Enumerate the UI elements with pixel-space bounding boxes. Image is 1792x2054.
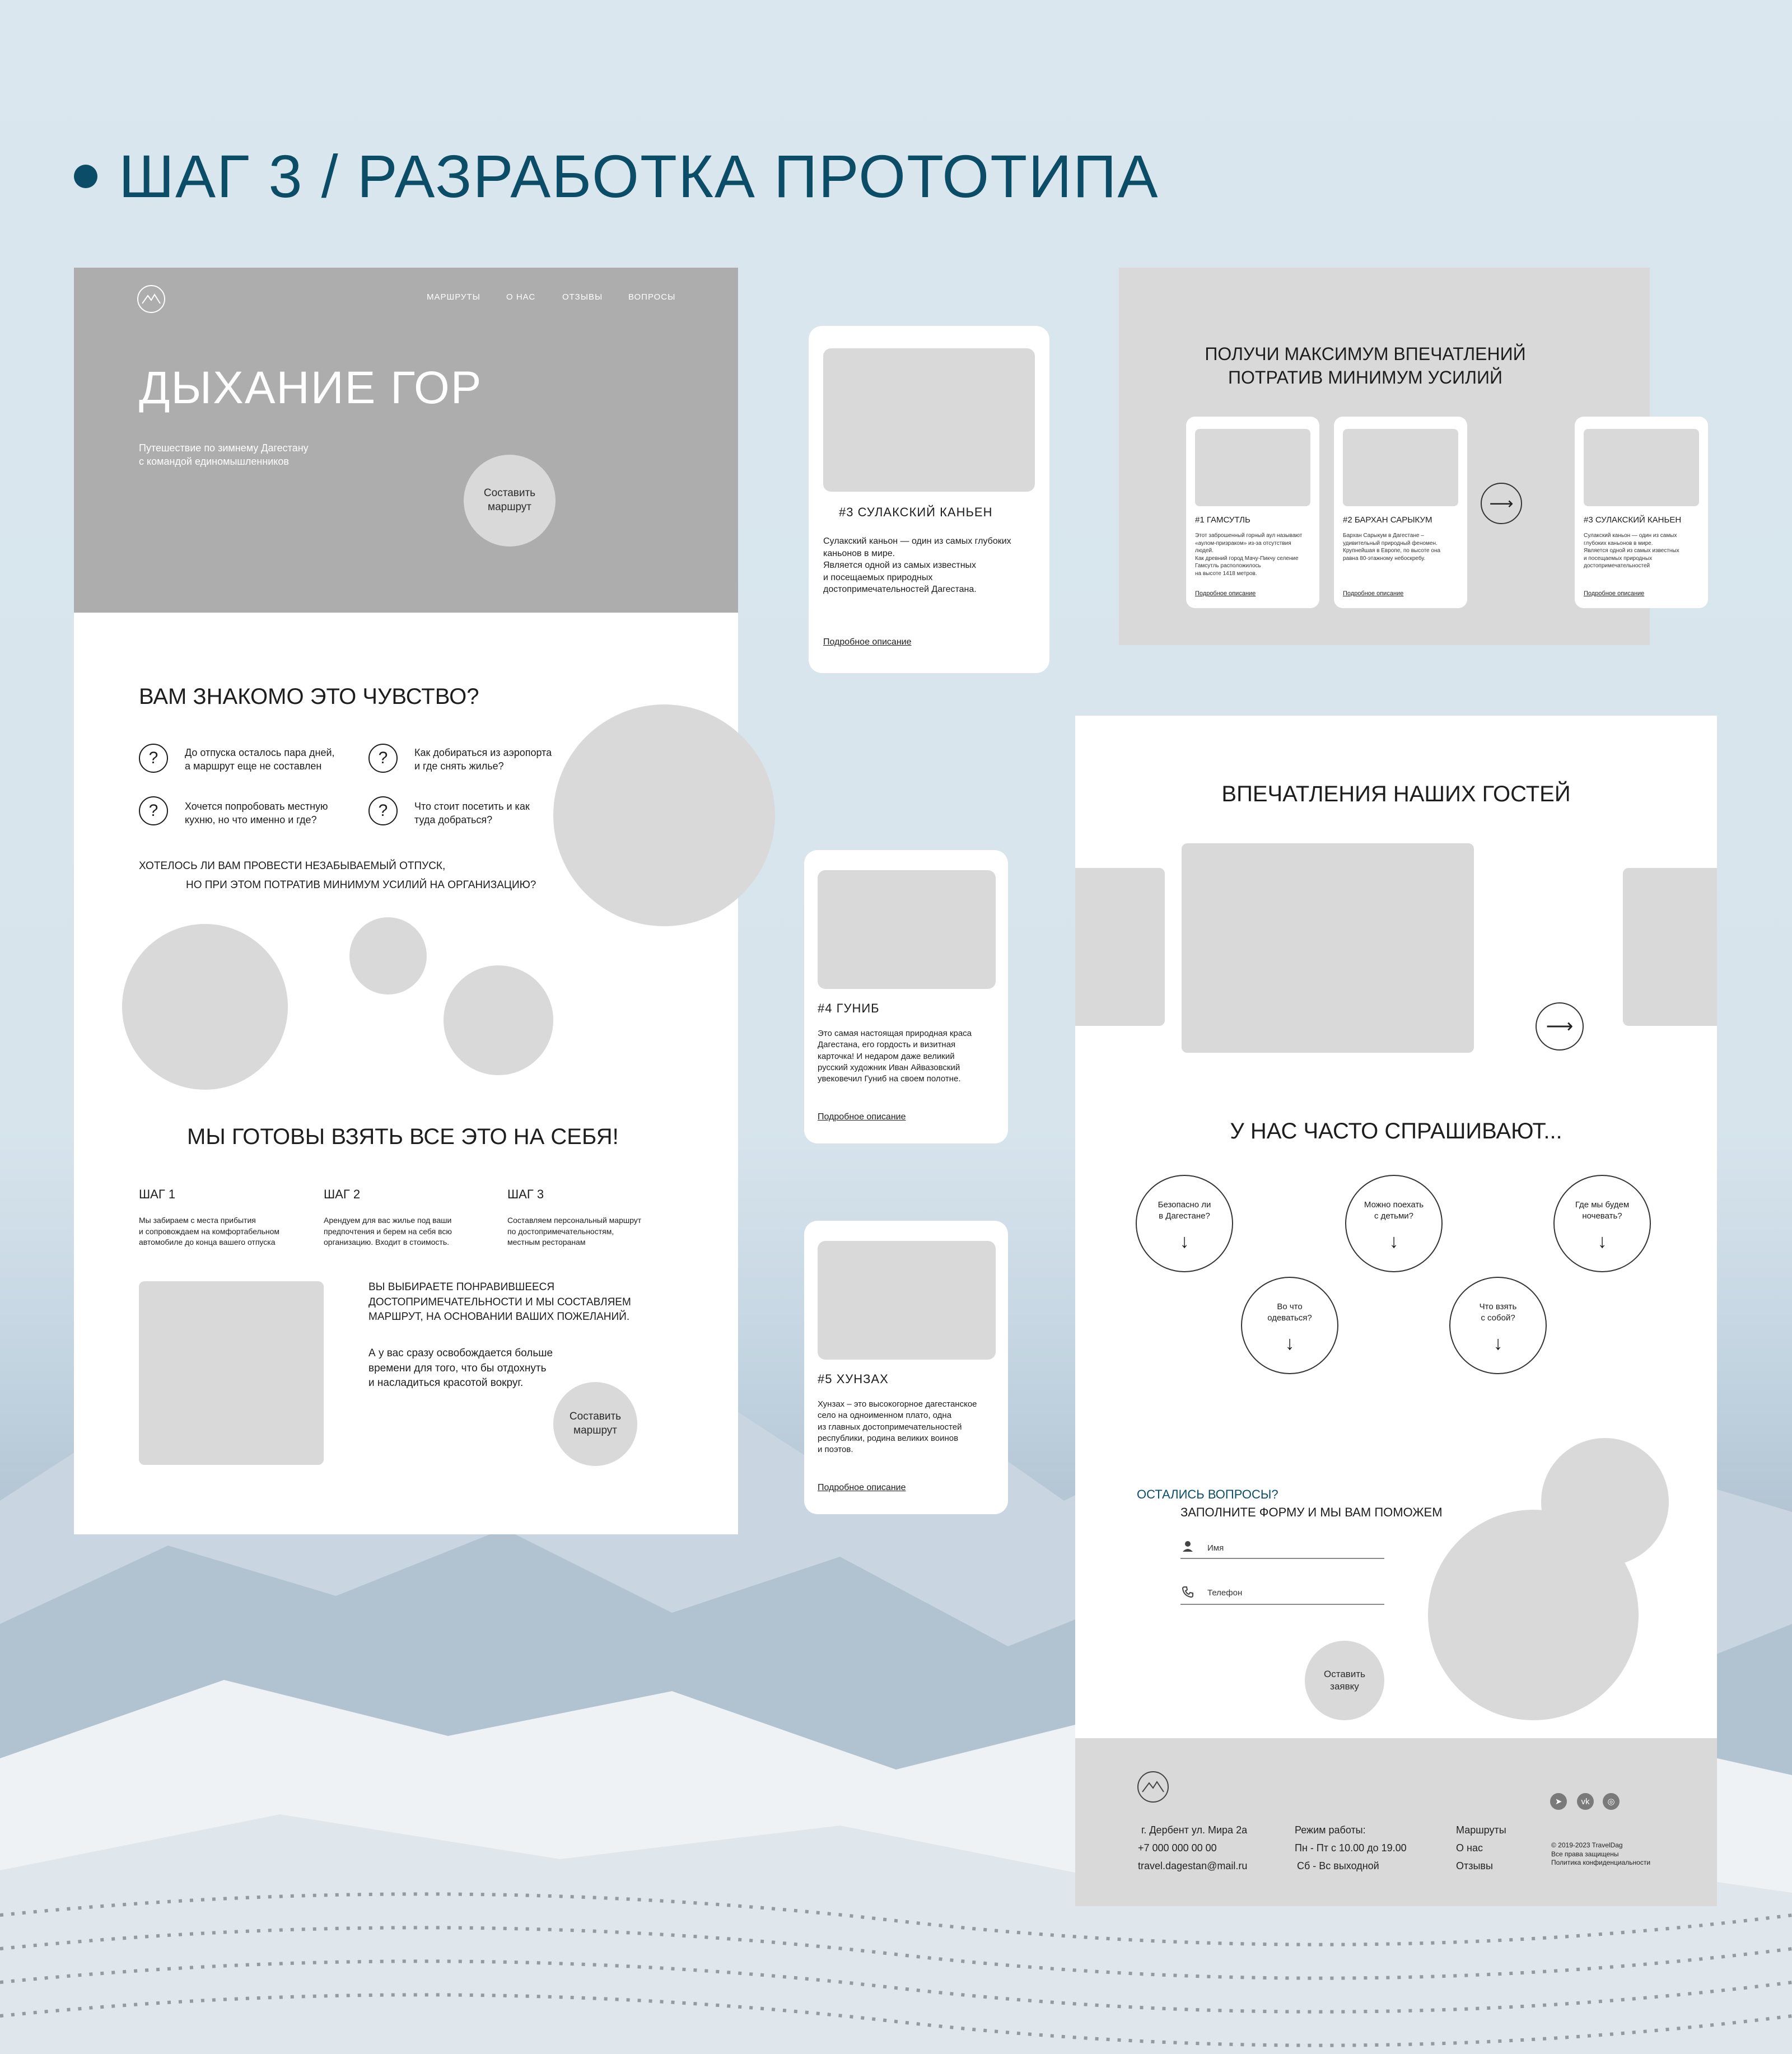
footer-phone[interactable]: +7 000 000 00 00	[1138, 1842, 1217, 1854]
card-image-placeholder	[1343, 429, 1458, 506]
step-description: Мы забираем с места прибытия и сопровождаем на комфортабельном автомобиле до конца вашего отпуска	[139, 1216, 280, 1247]
landing-prototype-frame	[74, 268, 738, 1534]
attraction-card[interactable]	[809, 326, 1049, 673]
arrow-down-icon: ↓	[1285, 1333, 1295, 1354]
logo-icon	[1137, 1771, 1169, 1803]
faq-item[interactable]: Где мы будем ночевать? ↓	[1553, 1175, 1651, 1272]
question-text: До отпуска осталось пара дней, а маршрут еще не составлен	[185, 747, 335, 772]
question-text: Что стоит посетить и как туда добраться?	[414, 801, 530, 826]
footer-hours: Пн - Пт с 10.00 до 19.00	[1295, 1842, 1407, 1854]
card-description: Это самая настоящая природная краса Дагестана, его гордость и визитная карточка! И недаром даже великий русский художник Иван Айвазовский увековечил Гуниб на своем полотне.	[818, 1029, 972, 1084]
phone-field[interactable]: Телефон	[1207, 1588, 1243, 1598]
reviews-next-arrow-icon[interactable]: ⟶	[1536, 1002, 1584, 1051]
image-placeholder-circle	[349, 917, 427, 995]
card-description: Сулакский каньон — один из самых глубоких каньонов в мире. Является одной из самых известных и посещаемых природных достопримечательностей Дагестана.	[823, 536, 1011, 595]
question-icon: ?	[368, 796, 398, 825]
card-description: Сулакский каньон — один из самых глубоких каньонов в мире. Является одной из самых известных и посещаемых природных достопримечательностей	[1584, 533, 1679, 569]
card-description: Хунзах – это высокогорное дагестанское село на одноименном плато, одна из главных достопримечательностей республики, родина великих воинов и поэтов.	[818, 1399, 977, 1454]
step-description: Арендуем для вас жилье под ваши предпочтения и берем на себя всю организацию. Входит в стоимость.	[324, 1216, 452, 1247]
title-bullet	[74, 165, 97, 188]
image-placeholder-circle	[553, 704, 775, 926]
phone-icon	[1182, 1586, 1194, 1598]
step-title: ШАГ 2	[324, 1187, 361, 1201]
phone-field-underline	[1180, 1604, 1384, 1605]
feeling-section-title: ВАМ ЗНАКОМО ЭТО ЧУВСТВО?	[139, 684, 479, 709]
question-icon: ?	[368, 744, 398, 773]
arrow-down-icon: ↓	[1597, 1231, 1607, 1252]
review-image-placeholder	[1623, 868, 1717, 1026]
free-time-text: А у вас сразу освобождается больше времени для того, что бы отдохнуть и насладиться красотой вокруг.	[368, 1347, 553, 1389]
vk-icon[interactable]: vk	[1577, 1793, 1594, 1810]
footer-copyright: © 2019-2023 TravelDag Все права защищены Политика конфиденциальности	[1551, 1841, 1651, 1867]
question-icon: ?	[139, 744, 168, 773]
footer-address: г. Дербент ул. Мира 2а	[1141, 1824, 1248, 1836]
card-details-link[interactable]: Подробное описание	[818, 1112, 906, 1122]
carousel-card[interactable]	[1186, 417, 1319, 608]
carousel-card[interactable]	[1334, 417, 1467, 608]
offer-question-line: ХОТЕЛОСЬ ЛИ ВАМ ПРОВЕСТИ НЕЗАБЫВАЕМЫЙ ОТПУСК,	[139, 860, 446, 872]
card-details-link[interactable]: Подробное описание	[1343, 590, 1404, 597]
page-title: ШАГ 3 / РАЗРАБОТКА ПРОТОТИПА	[119, 142, 1159, 210]
footer-hours-title: Режим работы:	[1295, 1824, 1366, 1836]
arrow-down-icon: ↓	[1493, 1333, 1503, 1354]
privacy-policy-link[interactable]: Политика конфиденциальности	[1551, 1859, 1651, 1867]
card-image-placeholder	[823, 348, 1035, 492]
card-details-link[interactable]: Подробное описание	[1584, 590, 1645, 597]
carousel-prototype-frame	[1119, 268, 1682, 645]
card-title: #4 ГУНИБ	[818, 1001, 880, 1015]
attraction-card[interactable]	[804, 1221, 1008, 1514]
card-details-link[interactable]: Подробное описание	[818, 1483, 906, 1492]
card-image-placeholder	[1584, 429, 1699, 506]
card-details-link[interactable]: Подробное описание	[1195, 590, 1256, 597]
faq-item[interactable]: Безопасно ли в Дагестане? ↓	[1136, 1175, 1233, 1272]
card-image-placeholder	[818, 1241, 996, 1360]
hero-section	[74, 268, 738, 613]
form-kicker: ОСТАЛИСЬ ВОПРОСЫ?	[1137, 1487, 1278, 1501]
card-title: #5 ХУНЗАХ	[818, 1372, 889, 1386]
card-title: #3 СУЛАКСКИЙ КАНЬЕН	[839, 505, 993, 519]
step-description: Составляем персональный маршрут по достопримечательностям, местным ресторанам	[507, 1216, 642, 1247]
faq-item[interactable]: Что взять с собой? ↓	[1449, 1277, 1547, 1374]
image-placeholder-circle	[444, 965, 553, 1075]
footer-link-reviews[interactable]: Отзывы	[1456, 1860, 1493, 1871]
user-icon	[1182, 1540, 1194, 1552]
card-details-link[interactable]: Подробное описание	[823, 637, 912, 647]
instagram-icon[interactable]: ◎	[1603, 1793, 1620, 1810]
nav-reviews-link[interactable]: ОТЗЫВЫ	[562, 292, 603, 302]
ready-section-title: МЫ ГОТОВЫ ВЗЯТЬ ВСЕ ЭТО НА СЕБЯ!	[187, 1124, 619, 1149]
name-field[interactable]: Имя	[1207, 1543, 1224, 1553]
carousel-card[interactable]	[1575, 417, 1708, 608]
question-text: Хочется попробовать местную кухню, но что именно и где?	[185, 801, 328, 826]
arrow-down-icon: ↓	[1179, 1231, 1189, 1252]
card-description: Бархан Сарыкум в Дагестане – удивительный природный феномен. Крупнейшая в Европе, по высоте она равна 80-этажному небоскребу.	[1343, 533, 1441, 562]
footer	[1075, 1738, 1717, 1906]
build-route-button[interactable]: Составить маршрут	[553, 1382, 637, 1466]
image-placeholder-circle	[122, 924, 288, 1090]
hero-title: ДЫХАНИЕ ГОР	[139, 362, 483, 413]
footer-email[interactable]: travel.dagestan@mail.ru	[1138, 1860, 1248, 1871]
footer-link-about[interactable]: О нас	[1456, 1842, 1483, 1854]
nav-about-link[interactable]: О НАС	[506, 292, 536, 302]
review-image-placeholder	[1182, 843, 1474, 1053]
attraction-card[interactable]	[804, 850, 1008, 1143]
hero-subtitle: Путешествие по зимнему Дагестану с командой единомышленников	[139, 442, 309, 468]
image-placeholder	[139, 1281, 324, 1465]
review-image-placeholder	[1075, 868, 1165, 1026]
arrow-down-icon: ↓	[1389, 1231, 1399, 1252]
telegram-icon[interactable]: ➤	[1550, 1793, 1567, 1810]
build-route-button[interactable]: Составить маршрут	[464, 455, 556, 547]
step-title: ШАГ 3	[507, 1187, 544, 1201]
question-text: Как добираться из аэропорта и где снять жилье?	[414, 747, 552, 772]
nav-faq-link[interactable]: ВОПРОСЫ	[628, 292, 676, 302]
step-title: ШАГ 1	[139, 1187, 176, 1201]
form-title: ЗАПОЛНИТЕ ФОРМУ И МЫ ВАМ ПОМОЖЕМ	[1180, 1505, 1443, 1519]
footer-link-routes[interactable]: Маршруты	[1456, 1824, 1506, 1836]
image-placeholder-circle	[1428, 1510, 1639, 1720]
card-image-placeholder	[818, 870, 996, 989]
offer-question-line: НО ПРИ ЭТОМ ПОТРАТИВ МИНИМУМ УСИЛИЙ НА ОРГАНИЗАЦИЮ?	[186, 879, 536, 891]
reviews-title: ВПЕЧАТЛЕНИЯ НАШИХ ГОСТЕЙ	[1221, 782, 1571, 806]
faq-title: У НАС ЧАСТО СПРАШИВАЮТ...	[1230, 1119, 1562, 1143]
name-field-underline	[1180, 1558, 1384, 1559]
faq-item[interactable]: Можно поехать с детьми? ↓	[1345, 1175, 1443, 1272]
reviews-prototype-frame	[1075, 716, 1717, 1906]
card-title: #2 БАРХАН САРЫКУМ	[1343, 515, 1432, 525]
carousel-title: ПОЛУЧИ МАКСИМУМ ВПЕЧАТЛЕНИЙ ПОТРАТИВ МИНИМУМ УСИЛИЙ	[1205, 344, 1526, 388]
carousel-next-arrow-icon[interactable]: ⟶	[1481, 483, 1522, 524]
card-description: Этот заброшенный горный аул называют «аулом-призраком» из-за отсутствия людей. Как древний город Мачу-Пикчу селение Гамсутль расположилось на высоте 1418 метров.	[1195, 533, 1303, 577]
faq-item[interactable]: Во что одеваться? ↓	[1241, 1277, 1338, 1374]
footer-hours: Сб - Вс выходной	[1297, 1860, 1379, 1871]
card-title: #1 ГАМСУТЛЬ	[1195, 515, 1250, 525]
choose-text: ВЫ ВЫБИРАЕТЕ ПОНРАВИВШЕЕСЯ ДОСТОПРИМЕЧАТЕЛЬНОСТИ И МЫ СОСТАВЛЯЕМ МАРШРУТ, НА ОСНОВАНИИ ВАШИХ ПОЖЕЛАНИЙ.	[368, 1281, 631, 1323]
question-icon: ?	[139, 796, 168, 825]
card-image-placeholder	[1195, 429, 1310, 506]
logo-icon	[137, 284, 166, 314]
submit-request-button[interactable]: Оставить заявку	[1305, 1641, 1384, 1720]
nav-routes-link[interactable]: МАРШРУТЫ	[427, 292, 480, 302]
card-title: #3 СУЛАКСКИЙ КАНЬЕН	[1584, 515, 1682, 525]
